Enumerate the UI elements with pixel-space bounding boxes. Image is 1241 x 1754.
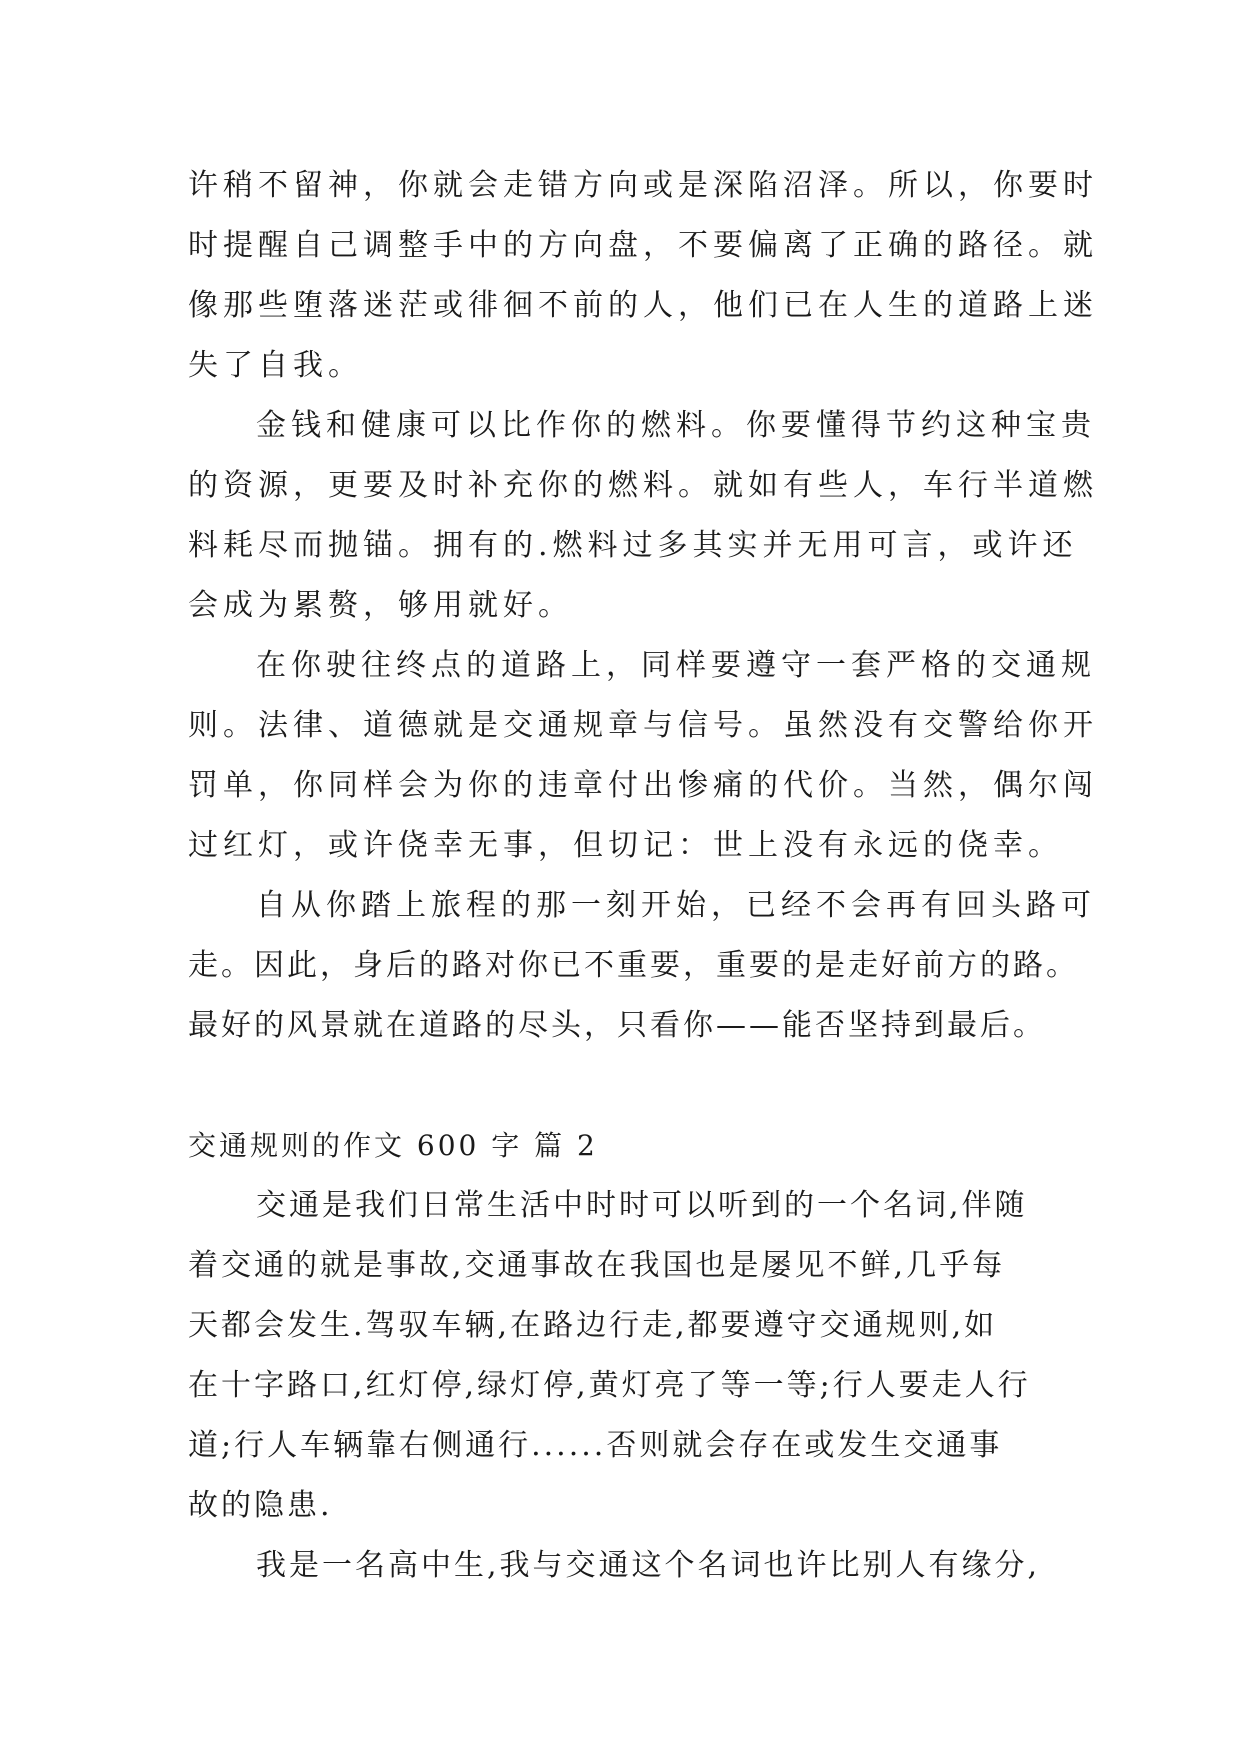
text-line: 故的隐患. [188, 1488, 333, 1523]
text-line: 最好的风景就在道路的尽头，只看你——能否坚持到最后。 [188, 1008, 1046, 1043]
text-line: 时提醒自己调整手中的方向盘，不要偏离了正确的路径。就 [188, 228, 1098, 263]
section-title: 交通规则的作文 600 字 篇 2 [188, 1129, 598, 1162]
text-line: 交通是我们日常生活中时时可以听到的一个名词,伴随 [256, 1188, 1028, 1223]
text-line: 会成为累赘，够用就好。 [188, 588, 573, 623]
text-line: 过红灯，或许侥幸无事，但切记：世上没有永远的侥幸。 [188, 828, 1063, 863]
text-line: 金钱和健康可以比作你的燃料。你要懂得节约这种宝贵 [256, 408, 1096, 443]
text-line: 在你驶往终点的道路上，同样要遵守一套严格的交通规 [256, 648, 1096, 683]
text-line: 罚单，你同样会为你的违章付出惨痛的代价。当然，偶尔闯 [188, 768, 1098, 803]
text-line: 自从你踏上旅程的那一刻开始，已经不会再有回头路可 [256, 888, 1096, 923]
text-line: 则。法律、道德就是交通规章与信号。虽然没有交警给你开 [188, 708, 1098, 743]
paragraph [188, 636, 1098, 876]
spacer [188, 1056, 1048, 1116]
text-line: 的资源，更要及时补充你的燃料。就如有些人，车行半道燃 [188, 468, 1098, 503]
paragraph [188, 396, 1098, 636]
text-line: 失了自我。 [188, 348, 363, 383]
text-line: 道;行人车辆靠右侧通行......否则就会存在或发生交通事 [188, 1428, 1003, 1463]
text-line: 我是一名高中生,我与交通这个名词也许比别人有缘分, [256, 1548, 1041, 1583]
text-line: 料耗尽而抛锚。拥有的.燃料过多其实并无用可言，或许还 [188, 528, 1078, 563]
text-line: 天都会发生.驾驭车辆,在路边行走,都要遵守交通规则,如 [188, 1308, 998, 1343]
paragraph [188, 1536, 1048, 1596]
paragraph [188, 1176, 1048, 1536]
document-body [188, 156, 1098, 1596]
text-line: 着交通的就是事故,交通事故在我国也是屡见不鲜,几乎每 [188, 1248, 1006, 1283]
paragraph [188, 876, 1096, 1056]
text-line: 像那些堕落迷茫或徘徊不前的人，他们已在人生的道路上迷 [188, 288, 1098, 323]
paragraph [188, 156, 1098, 396]
text-line: 在十字路口,红灯停,绿灯停,黄灯亮了等一等;行人要走人行 [188, 1368, 1031, 1403]
text-line: 许稍不留神，你就会走错方向或是深陷沼泽。所以，你要时 [188, 168, 1098, 203]
text-line: 走。因此，身后的路对你已不重要，重要的是走好前方的路。 [188, 948, 1079, 983]
